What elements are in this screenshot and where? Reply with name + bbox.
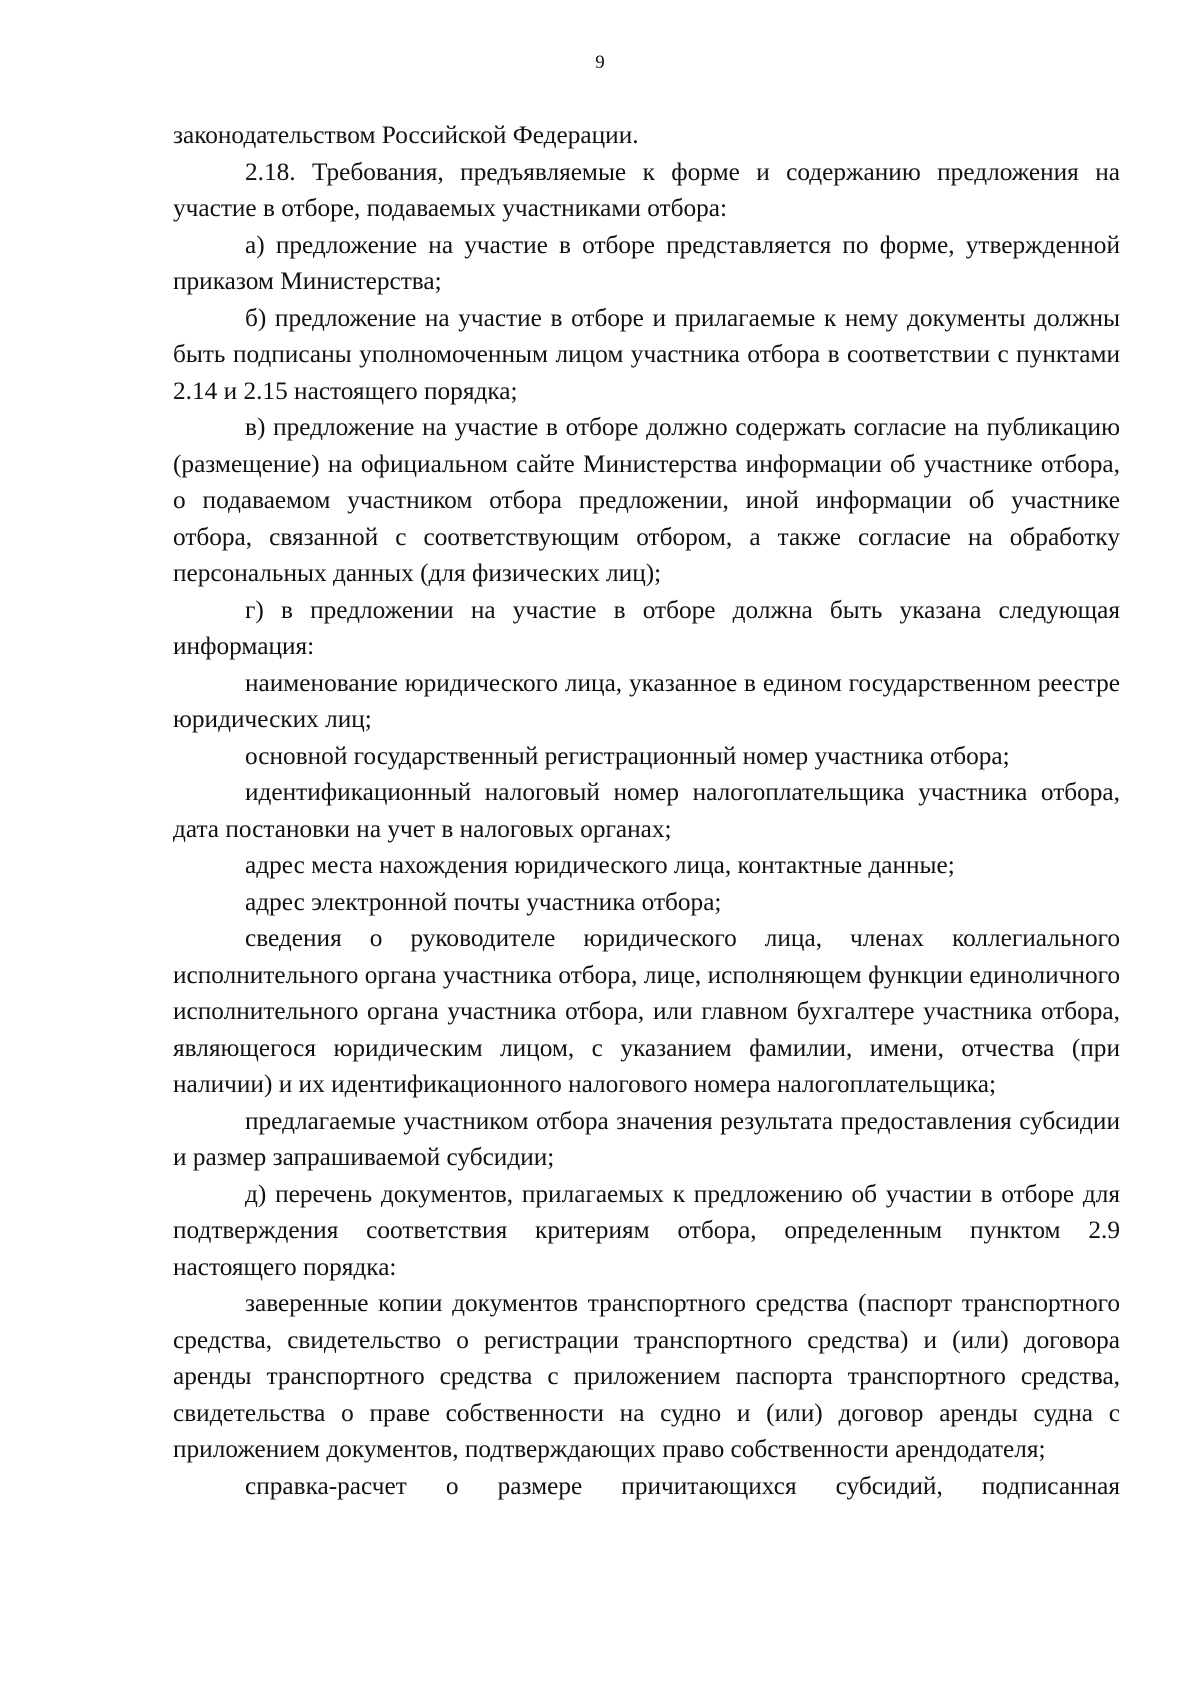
paragraph: заверенные копии документов транспортного средства (паспорт транспортного средства, свидетельство о регистрации транспортного средства) и (или) договора аренды транспортного средства с приложением паспорта транспортного средства, свидетельства о праве собственности на судно и (или) договор аренды судна с приложением документов, подтверждающих право собственности арендодателя; [173, 1289, 1120, 1463]
paragraph: д) перечень документов, прилагаемых к предложению об участии в отборе для подтверждения соответствия критериям отбора, определенным пунктом 2.9 настоящего порядка: [173, 1179, 1120, 1281]
page-number: 9 [595, 52, 605, 73]
paragraph: адрес места нахождения юридического лица, контактные данные; [245, 851, 955, 879]
paragraph: идентификационный налоговый номер налогоплательщика участника отбора, дата постановки на учет в налоговых органах; [173, 778, 1120, 843]
paragraph: а) предложение на участие в отборе представляется по форме, утвержденной приказом Министерства; [173, 230, 1120, 295]
paragraph: в) предложение на участие в отборе должно содержать согласие на публикацию (размещение) на официальном сайте Министерства информации об участнике отбора, о подаваемом участником отбора предложении, иной информации об участнике отбора, связанной с соответствующим отбором, а также согласие на обработку персональных данных (для физических лиц); [173, 413, 1120, 587]
paragraph: наименование юридического лица, указанное в едином государственном реестре юридических лиц; [173, 668, 1120, 733]
paragraph: 2.18. Требования, предъявляемые к форме и содержанию предложения на участие в отборе, подаваемых участниками отбора: [173, 157, 1120, 222]
paragraph: адрес электронной почты участника отбора; [245, 887, 722, 916]
paragraph: г) в предложении на участие в отборе должна быть указана следующая информация: [173, 595, 1120, 660]
paragraph: основной государственный регистрационный номер участника отбора; [245, 741, 1010, 770]
paragraph: законодательством Российской Федерации. [173, 121, 639, 149]
paragraph: предлагаемые участником отбора значения результата предоставления субсидии и размер запрашиваемой субсидии; [173, 1106, 1120, 1171]
paragraph: сведения о руководителе юридического лица, членах коллегиального исполнительного органа участника отбора, лице, исполняющем функции единоличного исполнительного органа участника отбора, или главном бухгалтере участника отбора, являющегося юридическим лицом, с указанием фамилии, имени, отчества (при наличии) и их идентификационного налогового номера налогоплательщика; [173, 924, 1120, 1098]
paragraph: б) предложение на участие в отборе и прилагаемые к нему документы должны быть подписаны уполномоченным лицом участника отбора в соответствии с пунктами 2.14 и 2.15 настоящего порядка; [173, 303, 1120, 405]
document-body [173, 117, 1120, 1504]
paragraph: справка-расчет о размере причитающихся субсидий, подписанная [245, 1471, 1120, 1500]
